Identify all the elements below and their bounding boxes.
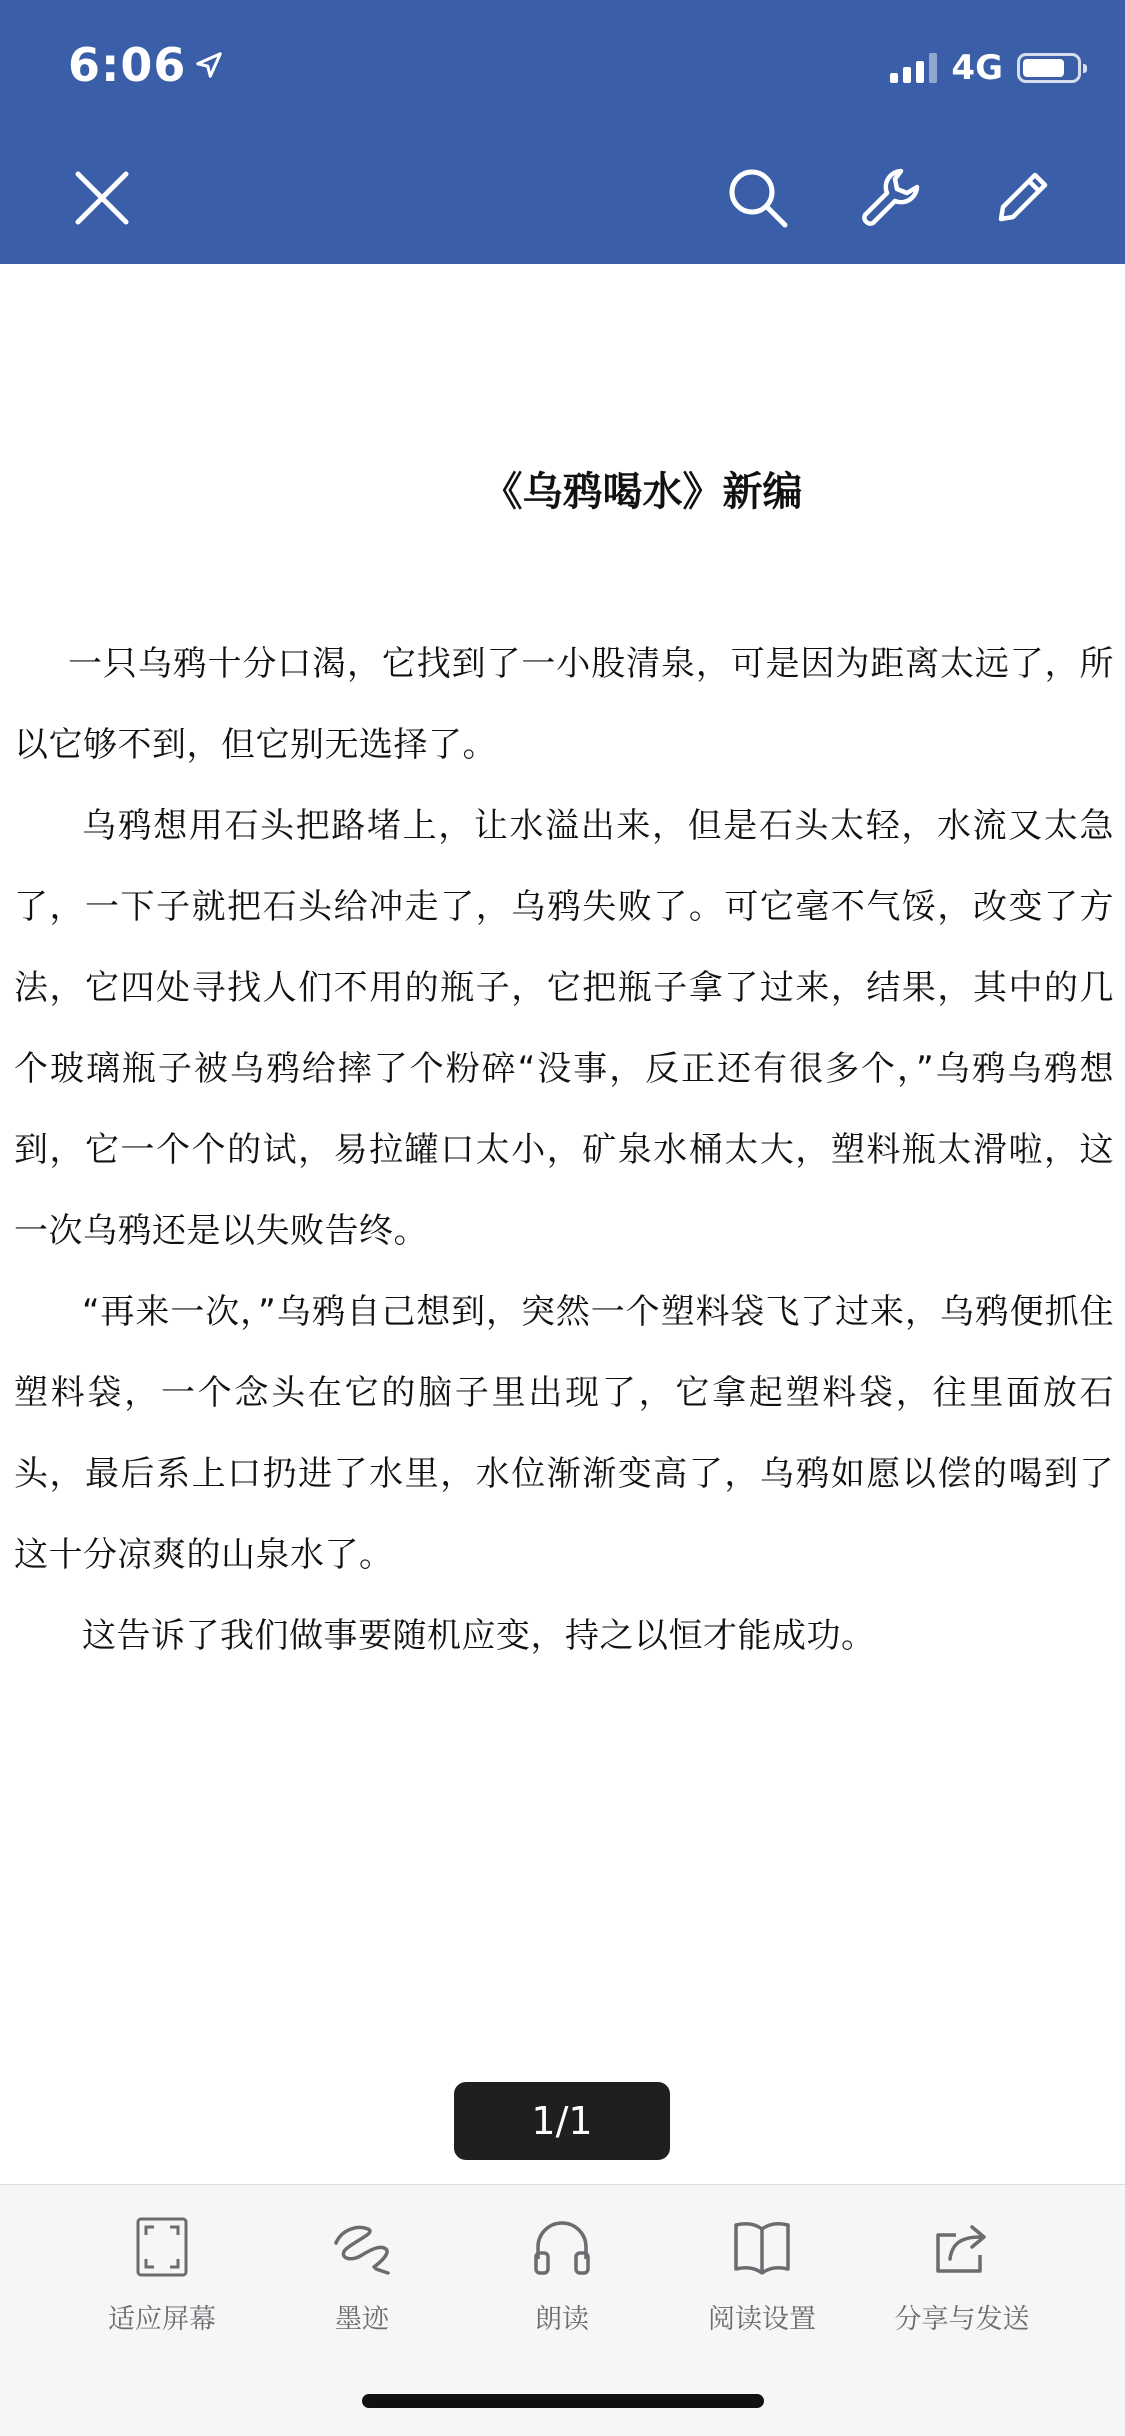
fit-screen-label: 适应屏幕 [108, 2304, 216, 2335]
book-icon [730, 2215, 794, 2279]
paragraph-4: 这告诉了我们做事要随机应变，持之以恒才能成功。 [82, 1616, 876, 1656]
paragraph-1: 一只乌鸦十分口渴，它找到了一小股清泉，可是因为距离太远了，所以它够不到，但它别无选择了。 [14, 644, 1114, 765]
share-send-label: 分享与发送 [894, 2304, 1030, 2335]
pencil-icon [989, 165, 1055, 231]
edit-button[interactable] [984, 160, 1060, 236]
ink-button[interactable] [262, 2211, 462, 2336]
status-time-text: 6:06 [68, 38, 187, 92]
app-header [0, 0, 1125, 264]
fit-screen-icon [132, 2215, 192, 2279]
document-title: 《乌鸦喝水》新编 [482, 469, 803, 515]
headphones-icon [530, 2215, 594, 2279]
tools-button[interactable] [852, 160, 928, 236]
search-button[interactable] [720, 160, 796, 236]
status-bar [0, 0, 1125, 132]
home-indicator[interactable] [362, 2394, 764, 2408]
top-toolbar [0, 132, 1125, 264]
search-icon [725, 165, 791, 231]
ink-label: 墨迹 [335, 2304, 389, 2335]
status-indicators [890, 48, 1081, 88]
battery-icon [1017, 53, 1081, 83]
paragraph-3: “再来一次，”乌鸦自己想到，突然一个塑料袋飞了过来，乌鸦便抓住塑料袋，一个念头在它的脑子里出现了，它拿起塑料袋，往里面放石头，最后系上口扔进了水里，水位渐渐变高了，乌鸦如愿以偿的喝到了这十分凉爽的山泉水了。 [14, 1292, 1114, 1575]
paragraph-2: 乌鸦想用石头把路堵上，让水溢出来，但是石头太轻，水流又太急了，一下子就把石头给冲走了，乌鸦失败了。可它毫不气馁，改变了方法，它四处寻找人们不用的瓶子，它把瓶子拿了过来，结果，其中的几个玻璃瓶子被乌鸦给摔了个粉碎“没事，反正还有很多个，”乌鸦乌鸦想到，它一个个的试，易拉罐口太小，矿泉水桶太大，塑料瓶太滑啦，这一次乌鸦还是以失败告终。 [14, 806, 1114, 1251]
read-aloud-label: 朗读 [535, 2304, 589, 2335]
share-icon [930, 2215, 994, 2279]
share-send-button[interactable] [862, 2211, 1062, 2336]
wrench-icon [857, 165, 923, 231]
read-aloud-button[interactable] [462, 2211, 662, 2336]
page-indicator: 1/1 [454, 2082, 670, 2160]
document-body [14, 624, 1114, 1677]
cellular-signal-icon [890, 53, 937, 83]
status-time [68, 38, 224, 92]
close-icon [72, 168, 132, 228]
network-type: 4G [951, 48, 1003, 88]
close-button[interactable] [64, 160, 140, 236]
ink-icon [328, 2215, 396, 2279]
location-arrow-icon [194, 50, 224, 80]
reading-settings-button[interactable] [662, 2211, 862, 2336]
reading-settings-label: 阅读设置 [708, 2304, 816, 2335]
fit-screen-button[interactable] [62, 2211, 262, 2336]
document-view[interactable] [0, 264, 1125, 2184]
